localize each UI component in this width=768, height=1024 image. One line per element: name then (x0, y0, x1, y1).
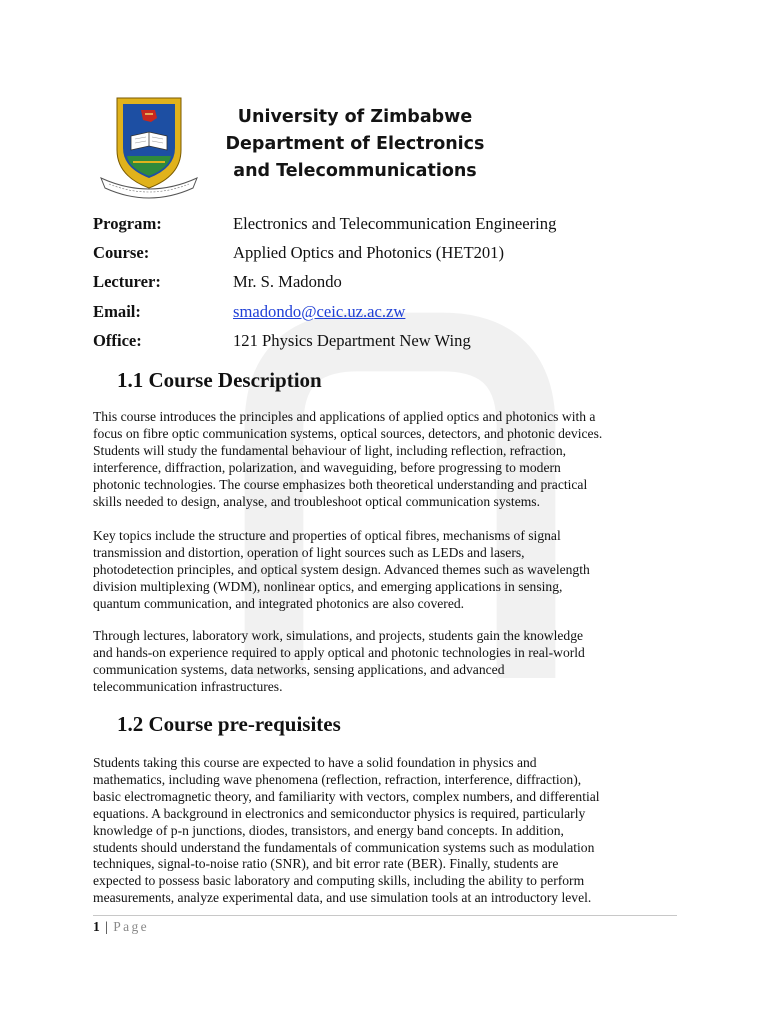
paragraph-line: interference, diffraction, polarization, and waveguiding, before progressing to modern (93, 459, 561, 475)
paragraph-line: telecommunication infrastructures. (93, 678, 283, 694)
section-heading-course-prerequisites: 1.2 Course pre-requisites (117, 712, 341, 736)
header-title-line2: Department of Electronics (225, 134, 485, 154)
paragraph-line: techniques, signal-to-noise ratio (SNR), and bit error rate (BER). Finally, students are (93, 856, 559, 872)
prerequisites-paragraph (93, 755, 683, 907)
page-label: Page (113, 919, 150, 934)
paragraph-line: focus on fibre optic communication systems, optical sources, detectors, and photonic devices. (93, 425, 603, 441)
footer-separator: | (105, 919, 109, 934)
page-footer (93, 919, 149, 935)
footer-divider (93, 915, 677, 916)
paragraph-line: division multiplexing (WDM), nonlinear optics, and emerging applications in sensing, (93, 578, 563, 594)
section-heading-course-description: 1.1 Course Description (117, 368, 322, 392)
paragraph-line: photonic technologies. The course emphasizes both theoretical understanding and practical (93, 476, 588, 492)
lecturer-value: Mr. S. Madondo (233, 272, 342, 292)
paragraph-line: Students taking this course are expected to have a solid foundation in physics and (93, 755, 537, 770)
paragraph-line: basic electromagnetic theory, and familiarity with vectors, complex numbers, and differential (93, 788, 600, 804)
university-crest-icon (97, 92, 201, 202)
info-row-office (93, 326, 693, 355)
info-row-course (93, 238, 693, 267)
paragraph-line: measurements, analyze experimental data, and use simulation tools at an introductory level. (93, 890, 592, 906)
paragraph-line: mathematics, including wave phenomena (reflection, refraction, interference, diffraction), (93, 771, 582, 787)
course-description-paragraph-2 (93, 528, 683, 613)
paragraph-line: This course introduces the principles and applications of applied optics and photonics with a (93, 409, 596, 424)
page-number: 1 (93, 919, 101, 934)
paragraph-line: photodetection principles, and optical system design. Advanced themes such as wavelength (93, 561, 590, 577)
header-title-line3: and Telecommunications (233, 161, 477, 181)
course-info-table (93, 209, 693, 355)
paragraph-line: skills needed to design, analyse, and troubleshoot optical communication systems. (93, 493, 541, 509)
paragraph-line: transmission and distortion, operation of light sources such as LEDs and lasers, (93, 544, 525, 560)
info-row-lecturer (93, 268, 693, 297)
paragraph-line: quantum communication, and integrated photonics are also covered. (93, 595, 465, 611)
paragraph-line: communication systems, data networks, sensing applications, and advanced (93, 661, 505, 677)
paragraph-line: equations. A background in electronics and semiconductor physics is required, particularly (93, 805, 586, 821)
document-header (210, 104, 500, 185)
course-description-paragraph-3 (93, 628, 683, 696)
office-value: 121 Physics Department New Wing (233, 330, 471, 350)
course-description-paragraph-1 (93, 409, 683, 510)
program-label: Program: (93, 213, 162, 233)
paragraph-line: Students will study the fundamental behaviour of light, including reflection, refraction, (93, 442, 567, 458)
email-label: Email: (93, 301, 141, 321)
paragraph-line: students should understand the fundamentals of communication systems such as modulation (93, 839, 595, 855)
info-row-program (93, 209, 693, 238)
paragraph-line: knowledge of p-n junctions, diodes, transistors, and energy band concepts. In addition, (93, 822, 564, 838)
program-value: Electronics and Telecommunication Engineering (233, 213, 557, 233)
paragraph-line: expected to possess basic laboratory and computing skills, including the ability to perform (93, 873, 585, 889)
email-link[interactable]: smadondo@ceic.uz.ac.zw (233, 301, 406, 321)
lecturer-label: Lecturer: (93, 272, 161, 292)
info-row-email (93, 297, 693, 326)
paragraph-line: Key topics include the structure and properties of optical fibres, mechanisms of signal (93, 528, 561, 543)
course-value: Applied Optics and Photonics (HET201) (233, 242, 504, 262)
office-label: Office: (93, 330, 142, 350)
paragraph-line: and hands-on experience required to apply optical and photonic technologies in real-world (93, 644, 585, 660)
course-label: Course: (93, 242, 150, 262)
header-title-line1: University of Zimbabwe (237, 107, 473, 127)
paragraph-line: Through lectures, laboratory work, simulations, and projects, students gain the knowledge (93, 628, 584, 643)
